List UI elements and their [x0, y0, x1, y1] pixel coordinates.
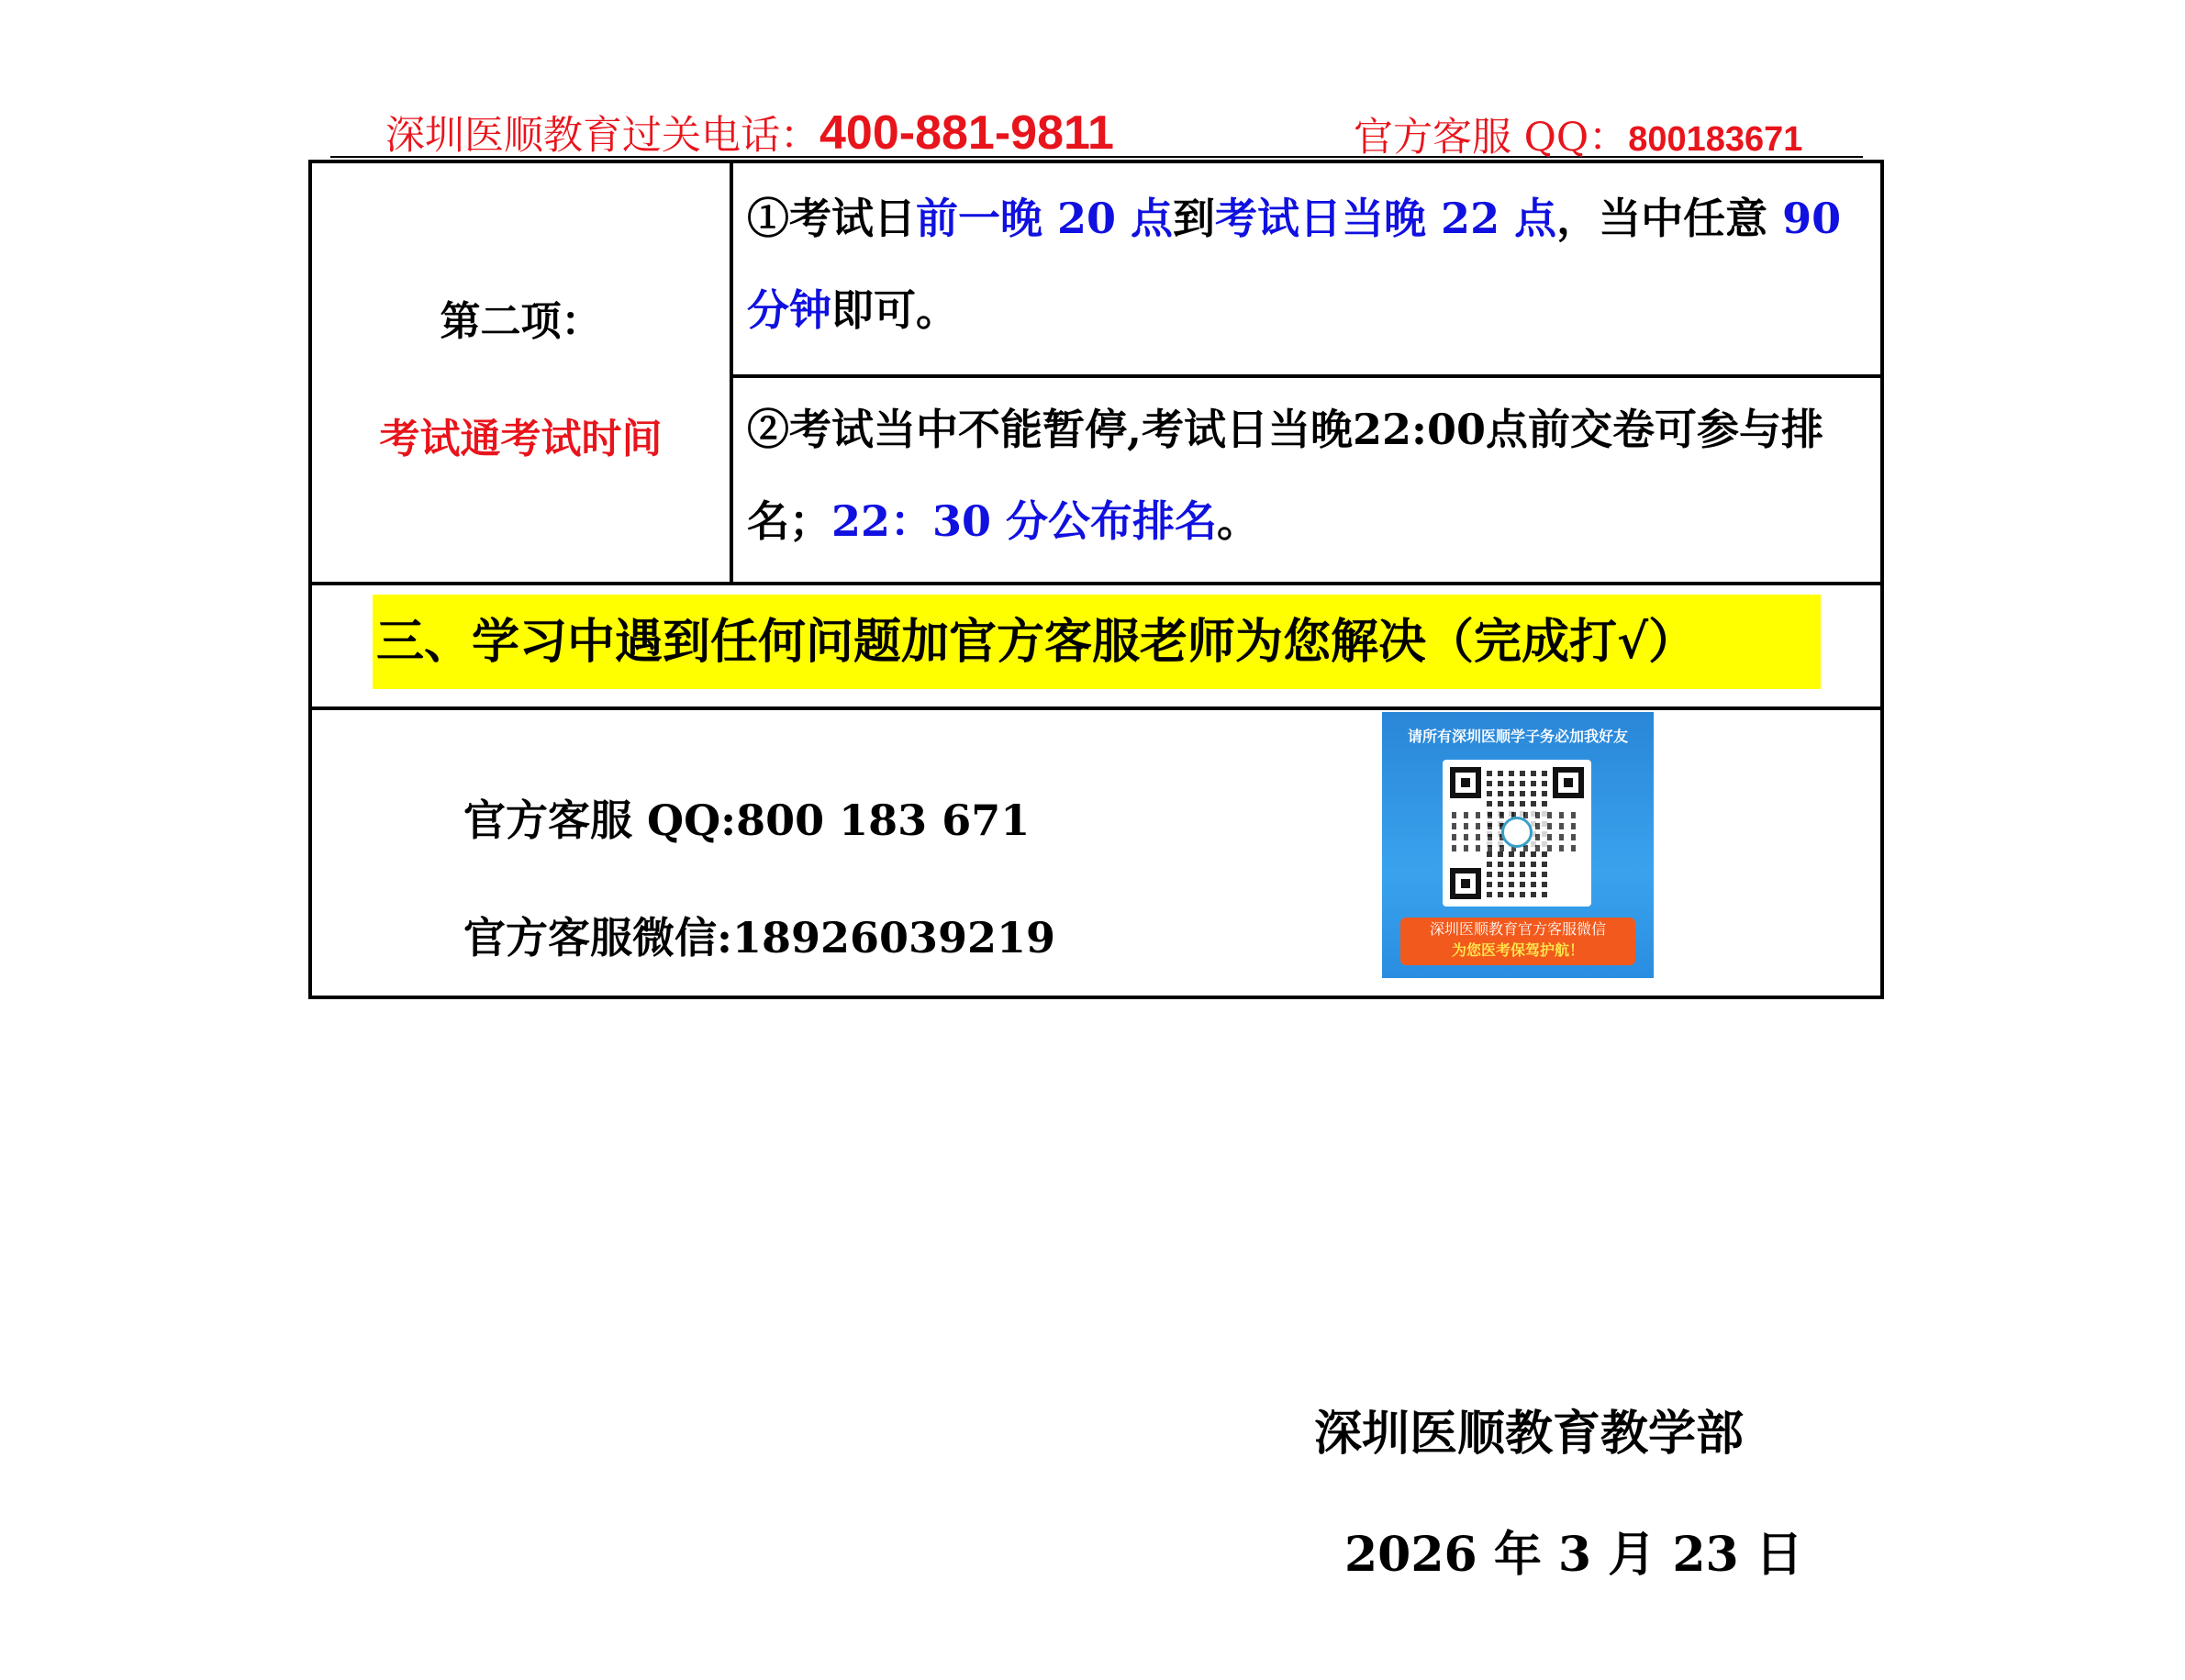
qr-caption-top: 请所有深圳医顺学子务必加我好友 [1407, 729, 1628, 745]
header-qq [1354, 106, 1802, 162]
table-divider-row3 [312, 706, 1880, 710]
signature-date: 2026 年 3 月 23 日 [1344, 1527, 1803, 1583]
row2-label-cell [312, 163, 730, 585]
service-qq: 官方客服 QQ:800 183 671 [463, 795, 1031, 845]
signature-dept: 深圳医顺教育教学部 [1314, 1406, 1745, 1462]
wechat-qr-code-icon [1443, 760, 1591, 907]
row2-label-title: 第二项： [440, 298, 602, 345]
header-qq-label: 官方客服 QQ： [1354, 115, 1629, 161]
header-qq-number: 800183671 [1628, 120, 1803, 159]
info-table [308, 160, 1884, 999]
qr-caption-bottom: 深圳医顺教育官方客服微信 为您医考保驾护航！ [1400, 918, 1635, 965]
header-contact-line [330, 99, 1863, 161]
exam-time-item-2: ②考试当中不能暂停,考试日当晚22:00点前交卷可参与排名；22：30 分公布排名。 [747, 405, 1824, 546]
service-wechat: 官方客服微信:18926039219 [463, 913, 1056, 962]
hotline [385, 105, 1114, 161]
table-divider-inner [733, 374, 1880, 378]
wechat-qr-card [1382, 712, 1654, 978]
section-three-banner: 三、学习中遇到任何问题加官方客服老师为您解决（完成打√） [373, 595, 1821, 689]
exam-time-item-1: ①考试日前一晚 20 点到考试日当晚 22 点，当中任意 90 分钟即可。 [747, 194, 1842, 335]
hotline-label: 深圳医顺教育过关电话： [385, 113, 819, 159]
qr-logo-icon [1501, 817, 1533, 848]
row2-label-subtitle: 考试通考试时间 [379, 416, 663, 462]
hotline-number: 400-881-9811 [819, 106, 1114, 160]
